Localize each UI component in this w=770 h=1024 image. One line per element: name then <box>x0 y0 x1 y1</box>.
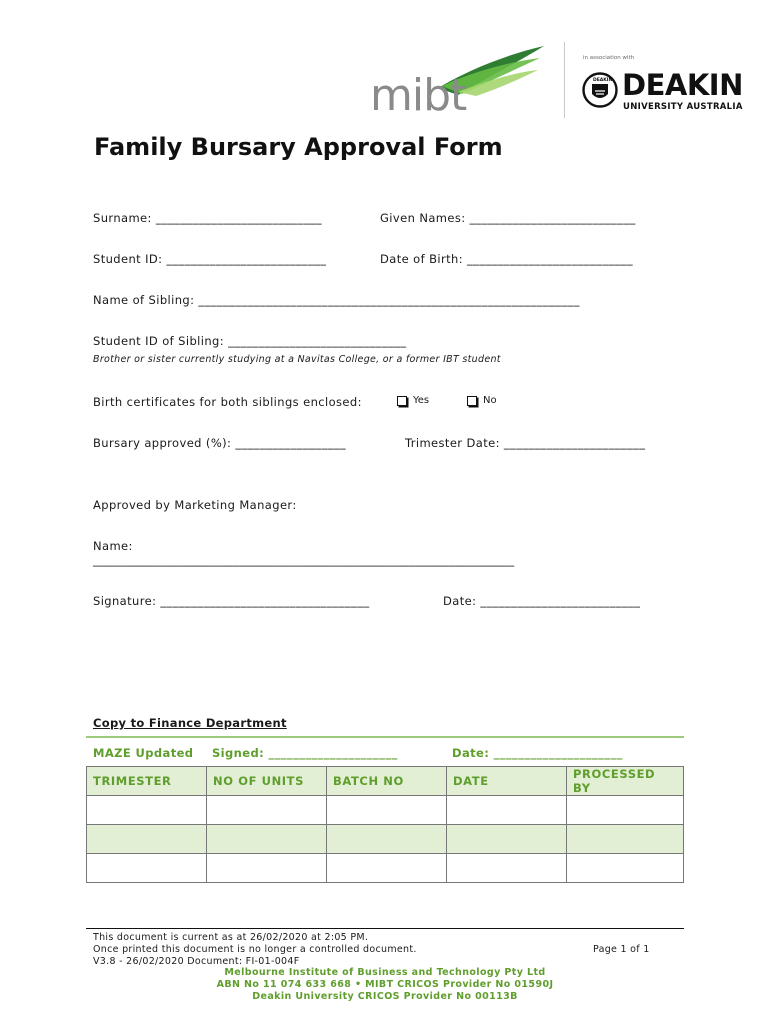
table-cell[interactable] <box>567 825 684 854</box>
logo-divider <box>564 42 565 118</box>
footer-divider <box>86 928 684 929</box>
company-name: Melbourne Institute of Business and Technology Pty Ltd <box>224 967 546 978</box>
deakin-cricos: Deakin University CRICOS Provider No 00113B <box>252 991 518 1002</box>
birth-certificates-label: Birth certificates for both siblings enclosed: <box>93 395 362 409</box>
no-label: No <box>483 395 497 406</box>
yes-label: Yes <box>413 395 430 406</box>
yes-checkbox[interactable] <box>397 395 429 406</box>
deakin-subtitle: UNIVERSITY AUSTRALIA <box>623 102 743 112</box>
table-cell[interactable] <box>567 796 684 825</box>
table-cell[interactable] <box>207 825 327 854</box>
deakin-crest-text: DEAKIN <box>593 78 613 83</box>
maze-updated-label: MAZE Updated <box>93 746 194 760</box>
finance-divider <box>86 736 684 738</box>
finance-date-field[interactable]: Date: _____________________ <box>452 746 623 760</box>
date-field[interactable]: Date: __________________________ <box>443 594 641 608</box>
name-field[interactable]: ________________________________________________________________________ <box>93 553 515 567</box>
document-status-line: Once printed this document is no longer a controlled document. <box>93 944 417 955</box>
table-cell[interactable] <box>567 854 684 883</box>
mibt-logo <box>368 40 548 120</box>
trimester-date-field[interactable]: Trimester Date: _______________________ <box>405 436 646 450</box>
sibling-student-id-field[interactable]: Student ID of Sibling: _____________________________ <box>93 334 407 348</box>
finance-heading: Copy to Finance Department <box>93 716 287 730</box>
deakin-crest-icon <box>582 72 618 108</box>
mibt-logo-text: mibt <box>370 70 467 121</box>
name-label: Name: <box>93 539 133 553</box>
finance-table <box>86 766 684 883</box>
table-header-row <box>87 767 684 796</box>
deakin-name: DEAKIN <box>622 68 743 102</box>
company-abn: ABN No 11 074 633 668 • MIBT CRICOS Provider No 01590J <box>216 979 554 990</box>
checkbox-icon <box>397 396 407 406</box>
table-cell[interactable] <box>207 796 327 825</box>
finance-signed-field[interactable]: Signed: _____________________ <box>212 746 398 760</box>
table-row <box>87 854 684 883</box>
column-header-units: NO OF UNITS <box>207 767 327 796</box>
signature-field[interactable]: Signature: __________________________________ <box>93 594 370 608</box>
column-header-date: DATE <box>447 767 567 796</box>
document-status-line: This document is current as at 26/02/2020 at 2:05 PM. <box>93 932 369 943</box>
page-number: Page 1 of 1 <box>593 944 650 955</box>
table-row <box>87 825 684 854</box>
checkbox-icon <box>467 396 477 406</box>
table-cell[interactable] <box>447 796 567 825</box>
table-cell[interactable] <box>327 796 447 825</box>
column-header-trimester: TRIMESTER <box>87 767 207 796</box>
page-title: Family Bursary Approval Form <box>94 133 503 161</box>
company-details <box>86 967 684 1003</box>
sibling-name-field[interactable]: Name of Sibling: ______________________________________________________________ <box>93 293 580 307</box>
sibling-note: Brother or sister currently studying at a Navitas College, or a former IBT student <box>93 354 501 365</box>
association-text: in association with <box>583 55 635 61</box>
no-checkbox[interactable] <box>467 395 497 406</box>
student-id-field[interactable]: Student ID: __________________________ <box>93 252 327 266</box>
table-cell[interactable] <box>87 825 207 854</box>
given-names-field[interactable]: Given Names: ___________________________ <box>380 211 636 225</box>
approved-by-label: Approved by Marketing Manager: <box>93 498 297 512</box>
table-cell[interactable] <box>447 854 567 883</box>
document-status-line: V3.8 - 26/02/2020 Document: FI-01-004F <box>93 956 300 967</box>
table-cell[interactable] <box>87 854 207 883</box>
table-cell[interactable] <box>447 825 567 854</box>
table-cell[interactable] <box>327 825 447 854</box>
table-row <box>87 796 684 825</box>
date-of-birth-field[interactable]: Date of Birth: ___________________________ <box>380 252 634 266</box>
column-header-processed-by: PROCESSED BY <box>567 767 684 796</box>
document-status <box>93 932 417 968</box>
surname-field[interactable]: Surname: ___________________________ <box>93 211 322 225</box>
table-cell[interactable] <box>87 796 207 825</box>
table-cell[interactable] <box>207 854 327 883</box>
bursary-approved-field[interactable]: Bursary approved (%): __________________ <box>93 436 347 450</box>
table-cell[interactable] <box>327 854 447 883</box>
column-header-batch: BATCH NO <box>327 767 447 796</box>
